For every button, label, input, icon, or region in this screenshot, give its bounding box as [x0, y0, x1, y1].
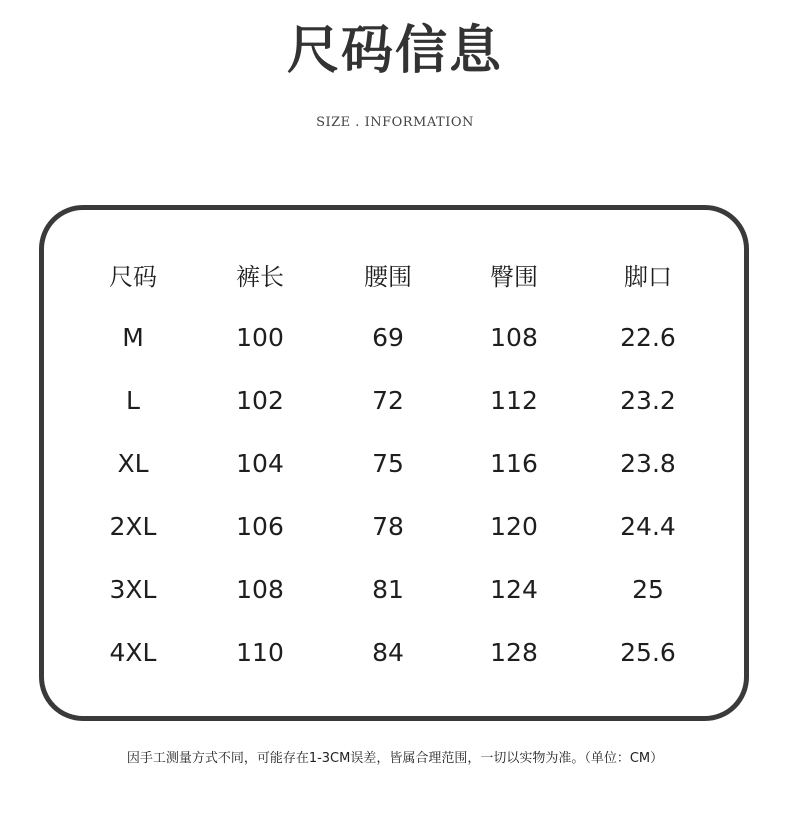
cell-leg-opening: 25.6 [620, 638, 676, 667]
cell-size: 4XL [109, 638, 157, 667]
cell-waist: 78 [372, 512, 404, 541]
cell-leg-opening: 25 [632, 575, 664, 604]
header-size: 尺码 [109, 263, 157, 291]
cell-length: 104 [236, 449, 284, 478]
header-length: 裤长 [236, 263, 284, 291]
cell-leg-opening: 22.6 [620, 323, 676, 352]
cell-length: 108 [236, 575, 284, 604]
cell-length: 106 [236, 512, 284, 541]
cell-waist: 81 [372, 575, 404, 604]
cell-length: 100 [236, 323, 284, 352]
cell-length: 102 [236, 386, 284, 415]
cell-size: L [126, 386, 140, 415]
page-title: 尺码信息 [286, 21, 503, 81]
cell-waist: 72 [372, 386, 404, 415]
header-hip: 臀围 [490, 263, 538, 291]
header-leg-opening: 脚口 [624, 263, 672, 291]
cell-hip: 124 [490, 575, 538, 604]
measurement-note: 因手工测量方式不同，可能存在1-3CM误差，皆属合理范围，一切以实物为准。（单位：CM） [126, 751, 664, 766]
cell-hip: 120 [490, 512, 538, 541]
cell-hip: 128 [490, 638, 538, 667]
size-table-card [39, 205, 749, 721]
cell-length: 110 [236, 638, 284, 667]
cell-leg-opening: 23.2 [620, 386, 676, 415]
page-subtitle: SIZE . INFORMATION [316, 115, 474, 130]
header-waist: 腰围 [364, 263, 412, 291]
cell-waist: 69 [372, 323, 404, 352]
cell-hip: 116 [490, 449, 538, 478]
cell-leg-opening: 23.8 [620, 449, 676, 478]
cell-hip: 112 [490, 386, 538, 415]
cell-waist: 75 [372, 449, 404, 478]
cell-size: 2XL [109, 512, 157, 541]
cell-size: M [122, 323, 144, 352]
cell-size: 3XL [109, 575, 157, 604]
cell-waist: 84 [372, 638, 404, 667]
cell-leg-opening: 24.4 [620, 512, 676, 541]
cell-size: XL [117, 449, 149, 478]
cell-hip: 108 [490, 323, 538, 352]
